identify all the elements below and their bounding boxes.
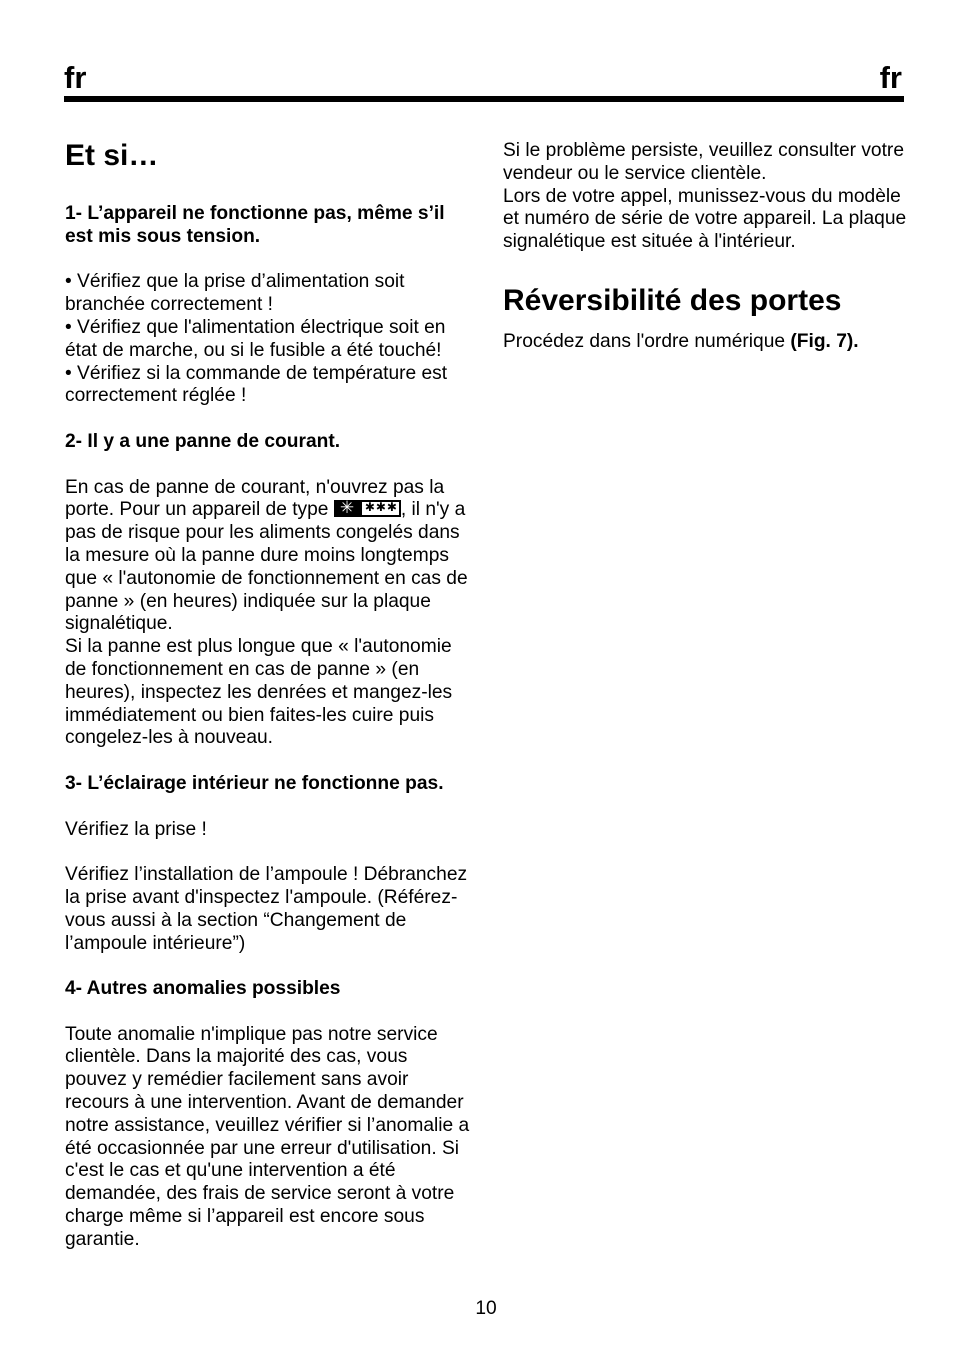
section-3-heading: 3- L’éclairage intérieur ne fonctionne pas. xyxy=(65,772,444,794)
language-tag-left: fr xyxy=(64,60,87,95)
section-title-reversibility: Réversibilité des portes xyxy=(503,283,842,317)
procedure-paragraph xyxy=(503,331,909,354)
section-3-paragraph-2: Vérifiez l’installation de l’ampoule ! Débranchez la prise avant d'inspectez l'ampoule. (Référez-vous aussi à la section “Changement de l’ampoule intérieure”) xyxy=(65,864,468,954)
section-4-paragraph: Toute anomalie n'implique pas notre service clientèle. Dans la majorité des cas, vous pouvez y remédier facilement sans avoir recours à une intervention. Avant de demander notre assistance, veuillez vérifier si l’anomalie a été occasionnée par une erreur d'utilisation. Si c'est le cas et qu'une intervention a été demandée, des frais de service seront à votre charge même si l’appareil est encore sous garantie. xyxy=(65,1023,470,1250)
section-2-heading: 2- Il y a une panne de courant. xyxy=(65,430,341,452)
big-snowflake-icon: ✳ xyxy=(339,498,355,518)
header-rule xyxy=(64,96,904,102)
support-paragraph-1: Si le problème persiste, veuillez consulter votre vendeur ou le service clientèle. xyxy=(503,140,904,184)
section-1-line-1: • Vérifiez que la prise d’alimentation soit branchée correctement ! xyxy=(65,271,405,316)
page-number: 10 xyxy=(475,1298,497,1319)
support-paragraph-2: Lors de votre appel, munissez-vous du modèle et numéro de série de votre appareil. La plaque signalétique est située à l'intérieur. xyxy=(503,185,907,253)
language-tag-right: fr xyxy=(879,60,902,95)
three-star-icon: ✱✱✱ xyxy=(364,500,398,515)
section-4-heading: 4- Autres anomalies possibles xyxy=(65,978,341,1000)
figure-reference: (Fig. 7). xyxy=(790,330,859,352)
procedure-text: Procédez dans l'ordre numérique xyxy=(503,330,791,352)
section-1-line-2: • Vérifiez que l'alimentation électrique soit en état de marche, ou si le fusible a été touché! xyxy=(65,316,446,361)
section-2-text-a: En cas de panne de courant, n'ouvrez pas la porte. Pour un appareil de type xyxy=(65,476,445,521)
section-1-line-3: • Vérifiez si la commande de température est correctement réglée ! xyxy=(65,362,448,407)
section-2-text-b: , il n'y a pas de risque pour les aliments congelés dans la mesure où la panne dure moins longtemps que « l'autonomie de fonctionnement en cas de panne » (en heures) indiquée sur la plaque signalétique. xyxy=(65,499,468,635)
section-3-paragraph-1: Vérifiez la prise ! xyxy=(65,818,207,840)
section-2-paragraph-1 xyxy=(65,477,473,637)
section-2-paragraph-2: Si la panne est plus longue que « l'autonomie de fonctionnement en cas de panne » (en heures), inspectez les denrées et mangez-les immédiatement ou bien faites-les cuire puis congelez-les à nouveau. xyxy=(65,636,453,749)
freezer-star-rating-icon xyxy=(334,500,401,517)
section-1-heading: 1- L’appareil ne fonctionne pas, même s’il est mis sous tension. xyxy=(65,203,445,247)
page-title: Et si… xyxy=(65,139,159,172)
left-column xyxy=(65,130,473,1252)
right-column xyxy=(503,130,909,354)
